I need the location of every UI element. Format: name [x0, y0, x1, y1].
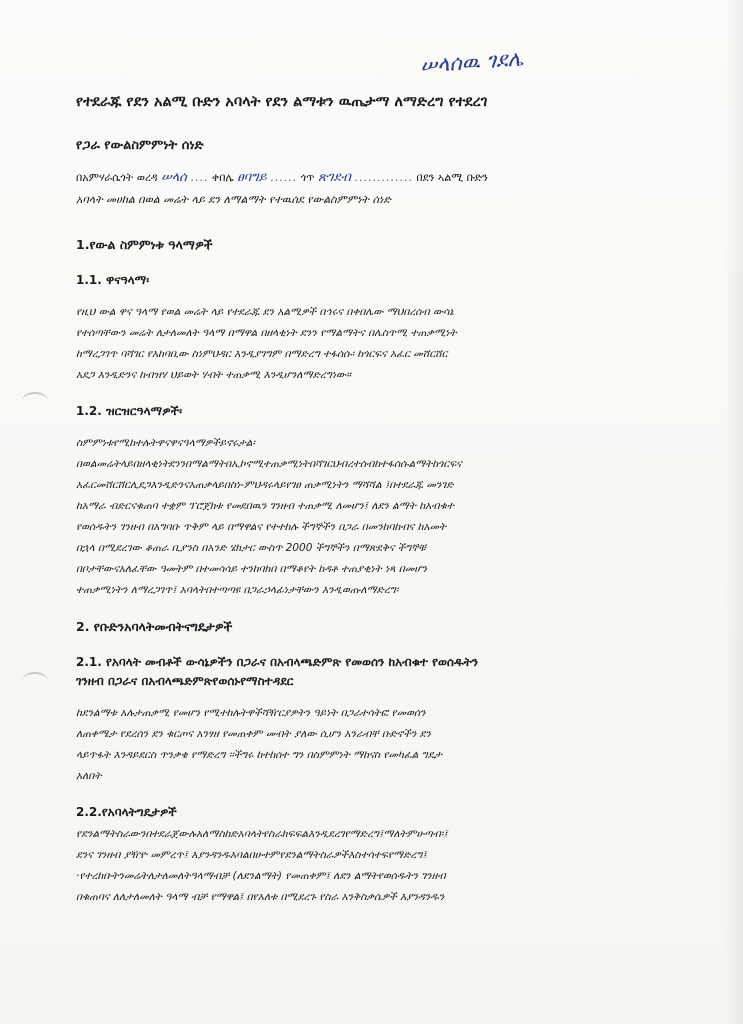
got-handwritten: ጽገደብ — [318, 170, 351, 185]
paragraph-line: የደንልማትስራውንበተደራጀውሉአለማስከድአባላትየስራክፍፍልእንዲደረገየማድረግ፤ማለትምሁጣብ፡፤ — [76, 828, 448, 840]
section-2-1-paragraph — [76, 703, 656, 787]
section-2-1-heading: 2.1. የአባላት መብቶች ውሳኔዎችን በጋራና በአብላጫድምጽ የመወሰን ከአብቁተ የወሰዱትን — [76, 655, 479, 669]
paragraph-line: አደጋ እንዲድንና ከብዝሃ ህይወት ሃብት ተጠቃሚ እንዲሆንለማድረግነው፡፡ — [76, 369, 352, 381]
agreement-fill-line — [76, 167, 656, 189]
paragraph-line: የዚህ ውል ዋና ዓላማ የወል መሬት ላይ የተደራጁ ደን አልሚዎች በኅሩና በቀበሌው ማህበረሰብ ውሳኔ — [76, 306, 454, 318]
paragraph-line: በወልመሬትላይበዘላቂነትደንንበማልማትበኢኮኖሚተጠቃሚነትበሻገርህብረተሰብከተፋሰሱልማትከጎርፍና — [76, 458, 462, 470]
punch-hole-mark — [22, 672, 48, 690]
paragraph-line: በኋላ በሚደረገው ቆጠራ ቢያንስ በአንድ ሄክታር ውስጥ 2000 ችግኞችን በማጽደቅና ችግኞቹ — [76, 542, 426, 554]
section-2-heading: 2. የቡድንአባላትመብትናግዴታዎች — [76, 619, 233, 634]
got-label: ጎጥ — [300, 171, 315, 184]
document-subtitle: የጋራ የውልስምምነት ሰነድ — [76, 138, 204, 153]
agreement-line-2: አባላት መሀከል በወል መሬት ላይ ደን ለማልማት የተዉሰደ የውልስምምነት ሰነድ — [76, 193, 391, 206]
paragraph-line: ከአማራ ብድርናቁጠባ ተቋም ፕሮጀክቱ የመደበዉን ገንዘብ ተጠቃሚ ለመሆን፤ ለደን ልማት ከአብቁተ — [76, 500, 454, 512]
paragraph-line: ላይጥፋት እንዳይደርስ ጥንቃቄ የማድረግ ፡፡ችግሩ ከተከሰተ ግን በስምምነት ማከናስ የመካፈል ግዴታ — [76, 749, 442, 761]
paper-edge-shadow — [725, 0, 743, 1024]
section-1-2-paragraph — [76, 433, 656, 601]
paragraph-line: በቦታቸውናአለፈቸው ዓመትም በተመሳሳይ ተንከባክበ በማቆየት ከዳቶ ተጠያቂነት ነጻ በመሆን — [76, 563, 427, 575]
paragraph-line: ·የተረከቡትንመሬትለታለመለትዓላማብቻ (ለደንልማት) የመጠቀም፤ ለደን ልማትየወሰዱትን ገንዘብ — [76, 870, 446, 882]
paragraph-line: ከማረጋገጥ ባሻገር የአከባቢው ስነምህዳር እንዲያገግም በማድረግ ተፋሰሱ፡ ከጎርፍና አፈር መሸርሸር — [76, 348, 448, 360]
section-2-2-heading: 2.2.የአባላትግዴታዎች — [76, 805, 177, 819]
dotted-line: .... — [190, 171, 209, 184]
section-2-1-heading-line2: ገንዘብ በጋራና በአብላጫድምጽየወሰኑየማስተዳደር — [76, 674, 294, 688]
section-1-1-heading: 1.1. ዋናዓላማ፡ — [76, 273, 150, 287]
paragraph-line: የወሰዱትን ገንዘብ በአግባቡ ጥቅም ላይ በማዋልና የተተከሉ ችግኞችን በጋራ በመንከባከብና ከአመት — [76, 521, 447, 533]
section-1-2-heading: 1.2. ዝርዝርዓላማዎች፡ — [76, 404, 182, 418]
agreement-suffix: በደን ኣልሚ ቡድን — [416, 171, 488, 184]
paragraph-line: የተሰጣቸውን መሬት ለታለመለት ዓላማ በማዋል በዘላቂነት ደንን የማልማትና በሌስጥሚ ተጠቃሚነት — [76, 327, 457, 339]
paragraph-line: ከደንልማቱ አሉታጠቃሚ የመሆን የሚተከሉትዋችሻዥርያዎትን ዓይነት በጋራተሳትፎ የመወሰን — [76, 707, 426, 719]
punch-hole-mark — [22, 392, 48, 410]
section-1-1-paragraph — [76, 302, 656, 386]
paragraph-line: በቁጠባና ለለታለመለት ዓላማ ብቻ የማዋል፤ በየአለቱ በሚደረጉ የስራ አንቅስቃሴዎች እያንዳንዱን — [76, 891, 445, 903]
section-1-heading: 1.የውል ስምምነቱ ዓላማዎች — [76, 237, 213, 252]
document-body — [76, 94, 656, 926]
section-2-2-paragraph — [76, 824, 656, 908]
paragraph-line: ስምምነቱየሚከተሉትዋናዋናዓላማዎችይኖሩታል፡ — [76, 437, 255, 449]
kebele-handwritten: ፀባግይ — [237, 170, 267, 185]
document-title: የተደራጁ የደን አልሚ ቡድን አባላት የደን ልማቱን ዉጤታማ ለማድረግ የተደረገ — [76, 94, 488, 110]
handwritten-note: ሠላሰዉ ገደሌ — [419, 46, 524, 78]
dotted-line: ...... — [270, 171, 298, 184]
agreement-prefix: በአምሃራሴጎት ወረዳ — [76, 171, 158, 184]
paragraph-line: አለበት — [76, 770, 102, 782]
paragraph-line: ተጠቃሚነትን ለማረጋገጥ፤ አባላትበተጣጣዩ በጋራኃላፊነታቸውን እንዲወጡለማድረግ፡ — [76, 584, 399, 596]
paragraph-line: ደንና ገንዘብ ያዥዮ መምረጥ፤ እያንዳንዱአባልበሁተምየደንልማትስራዎችእስተሳተፍየማድረግ፤ — [76, 849, 427, 861]
paragraph-line: ለጠቀሜታ የደረሰን ደን ቁርጦና አንፃዘ የመጠቀም መብት ያለው ሲሆን አንራብቸ ቡድኖችን ደን — [76, 728, 431, 740]
kebele-label: ቀበሌ — [211, 171, 234, 184]
paragraph-line: አፈርመሸርሸርሊደጋእንዲድንናአጠቃላይበስነ-ምህዳሩላይየገፀ ጠቃሚነትን ማሻሻል ፤በተደራጁ መንገድ — [76, 479, 454, 491]
dotted-line: ............. — [354, 171, 413, 184]
woreda-handwritten: ሠላሰ — [161, 170, 187, 185]
